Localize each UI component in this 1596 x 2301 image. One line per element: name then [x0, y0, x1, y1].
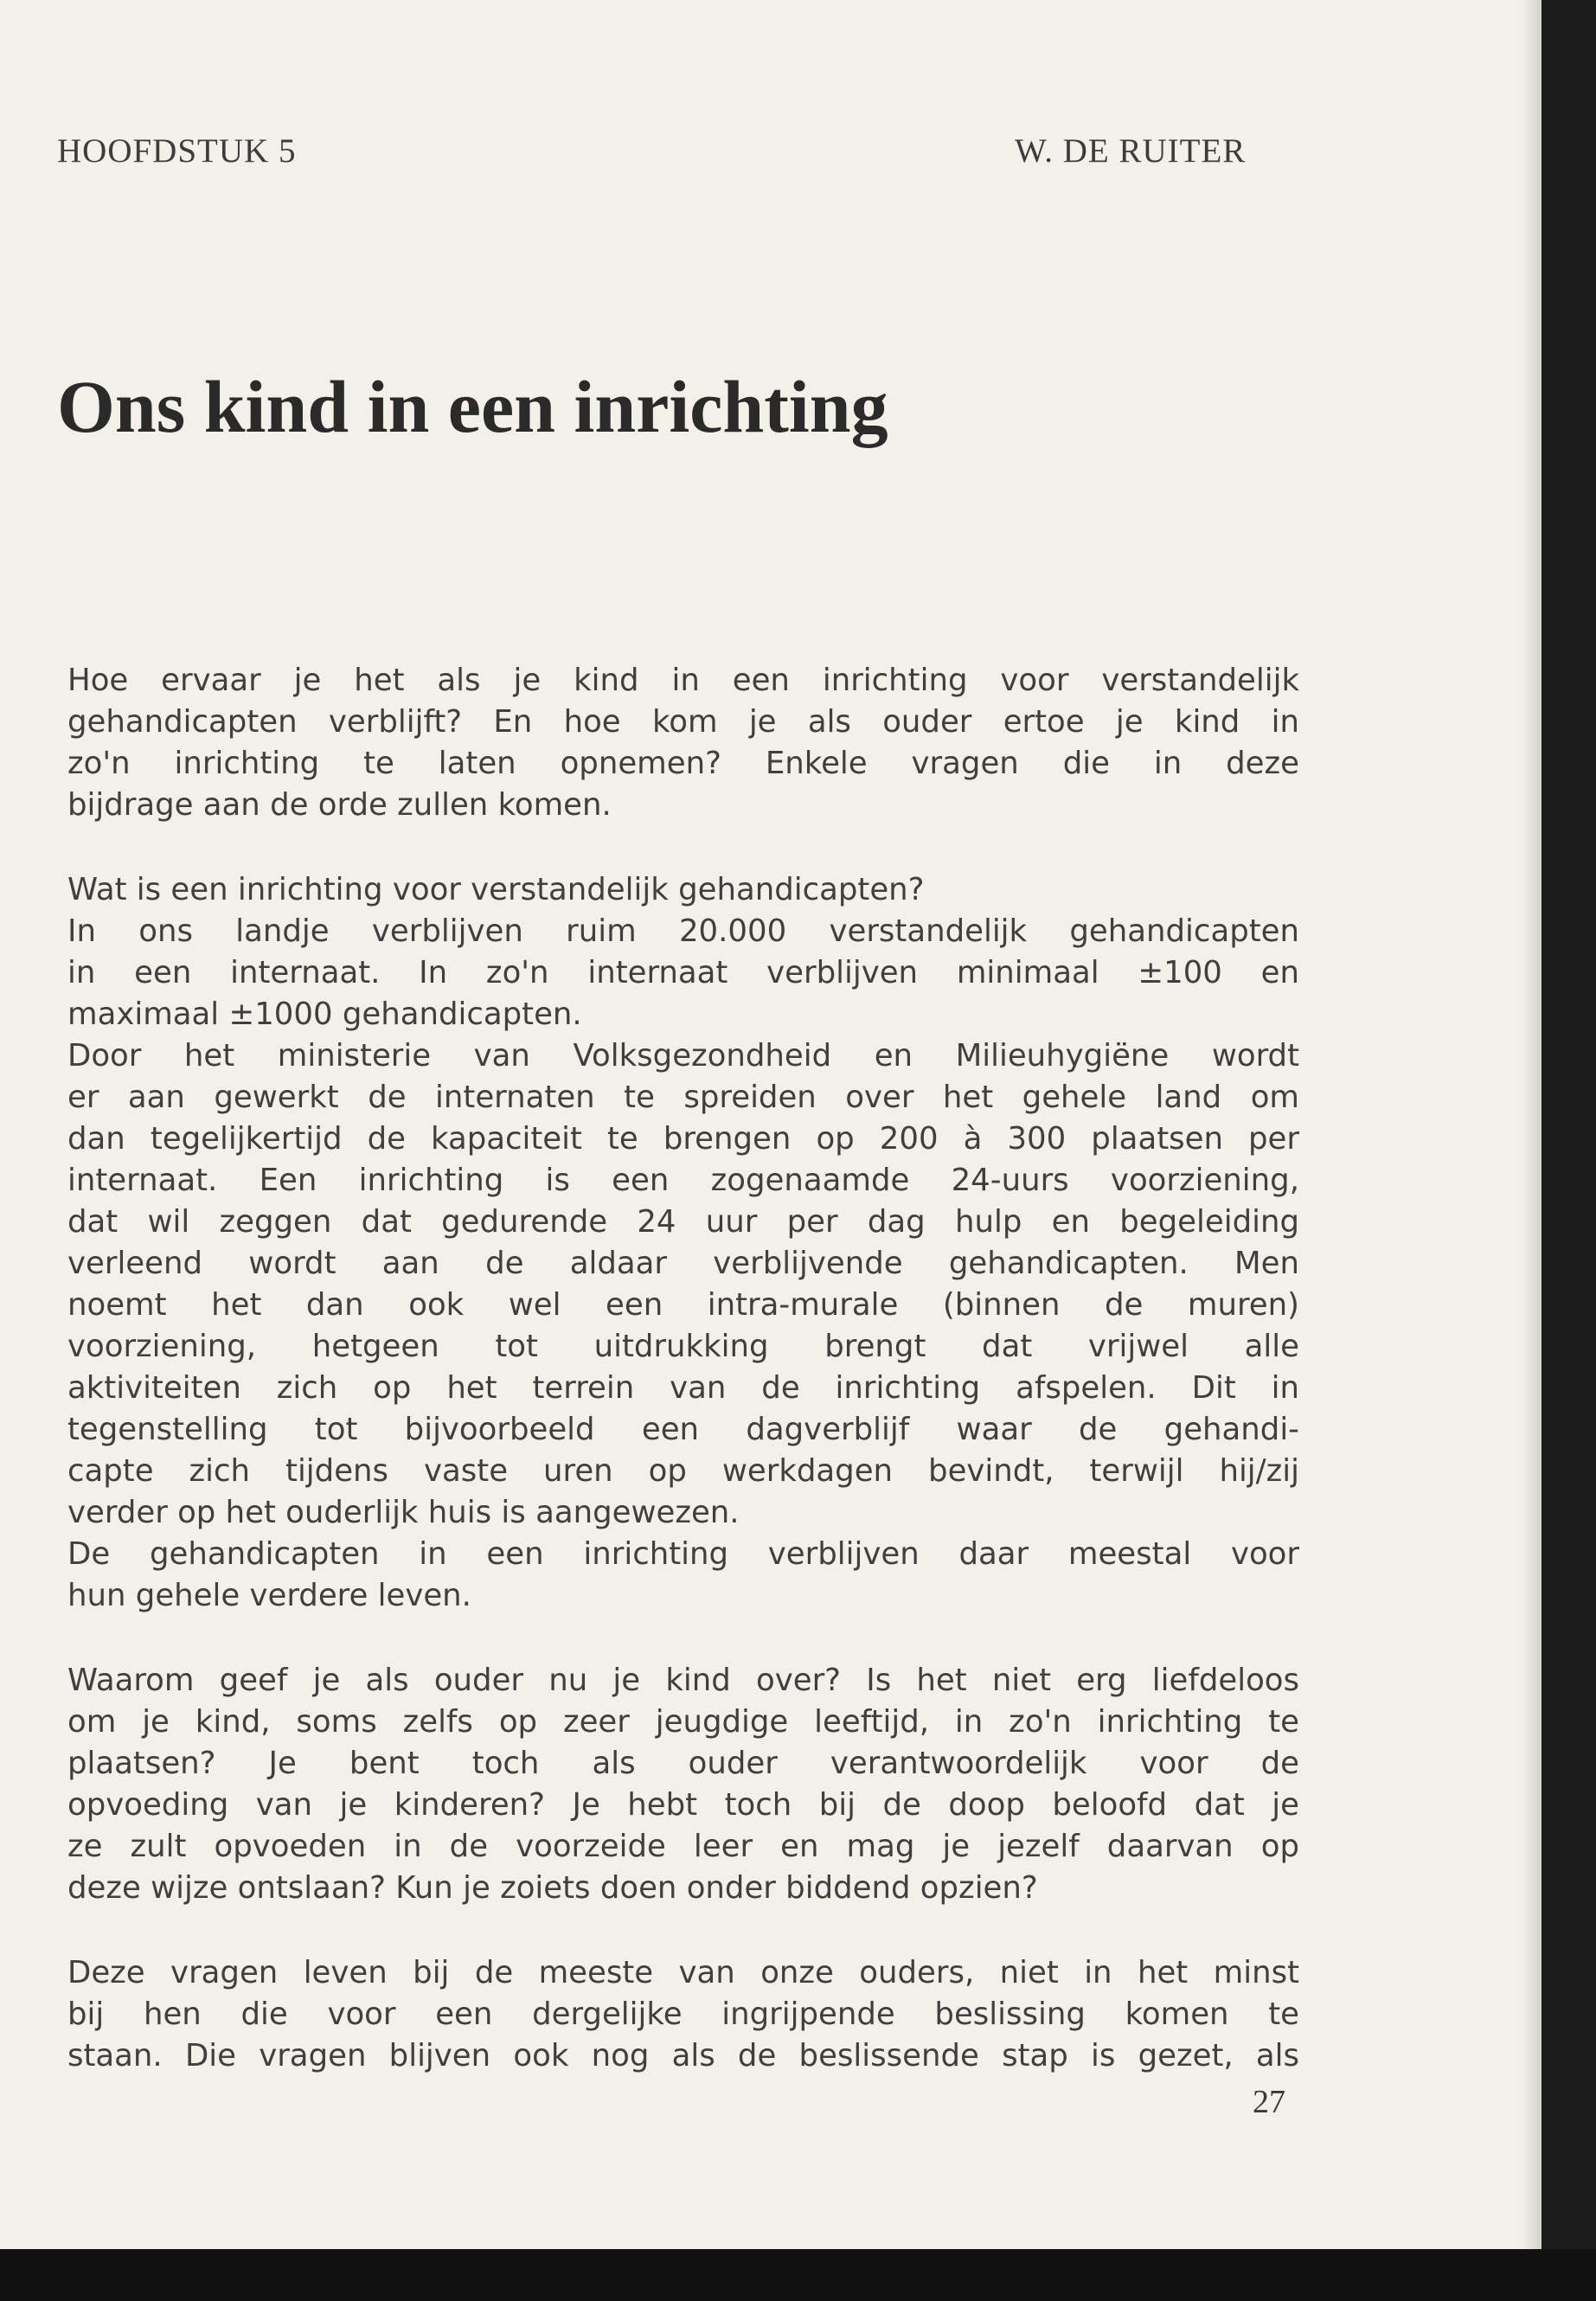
- text-line: Wat is een inrichting voor verstandelijk gehandicapten?: [67, 872, 925, 907]
- text-line: In ons landje verblijven ruim 20.000 verstandelijk gehandicapten: [67, 913, 1299, 949]
- text-line: deze wijze ontslaan? Kun je zoiets doen onder biddend opzien?: [67, 1870, 1038, 1906]
- text-line: internaat. Een inrichting is een zogenaamde 24-uurs voorziening,: [67, 1163, 1299, 1198]
- paragraph: [0, 1660, 1542, 1909]
- paragraph: [0, 1952, 1542, 2077]
- text-line: verleend wordt aan de aldaar verblijvende gehandicapten. Men: [67, 1246, 1299, 1281]
- text-line: voorziening, hetgeen tot uitdrukking brengt dat vrijwel alle: [67, 1329, 1299, 1364]
- scan-edge-bottom: [0, 2249, 1596, 2301]
- scan-edge-right: [1542, 0, 1596, 2301]
- text-line: dat wil zeggen dat gedurende 24 uur per dag hulp en begeleiding: [67, 1204, 1299, 1240]
- text-line: om je kind, soms zelfs op zeer jeugdige leeftijd, in zo'n inrichting te: [67, 1704, 1299, 1740]
- paragraph: [0, 869, 1542, 1617]
- text-line: opvoeding van je kinderen? Je hebt toch bij de doop beloofd dat je: [67, 1787, 1299, 1823]
- text-line: Door het ministerie van Volksgezondheid en Milieuhygiëne wordt: [67, 1038, 1299, 1074]
- text-line: Deze vragen leven bij de meeste van onze ouders, niet in het minst: [67, 1955, 1299, 1990]
- text-line: er aan gewerkt de internaten te spreiden over het gehele land om: [67, 1080, 1299, 1115]
- text-line: staan. Die vragen blijven ook nog als de beslissende stap is gezet, als: [67, 2038, 1299, 2073]
- text-line: Hoe ervaar je het als je kind in een inrichting voor verstandelijk: [67, 663, 1299, 698]
- running-head-author: W. DE RUITER: [1015, 132, 1247, 170]
- text-line: dan tegelijkertijd de kapaciteit te brengen op 200 à 300 plaatsen per: [67, 1121, 1299, 1157]
- body-text: [0, 660, 1542, 2077]
- text-line: De gehandicapten in een inrichting verblijven daar meestal voor: [67, 1536, 1299, 1572]
- text-line: gehandicapten verblijft? En hoe kom je als ouder ertoe je kind in: [67, 704, 1299, 740]
- text-line: Waarom geef je als ouder nu je kind over? Is het niet erg liefdeloos: [67, 1663, 1299, 1698]
- text-line: noemt het dan ook wel een intra-murale (binnen de muren): [67, 1287, 1299, 1323]
- text-line: capte zich tijdens vaste uren op werkdagen bevindt, terwijl hij/zij: [67, 1453, 1299, 1489]
- chapter-title: Ons kind in een inrichting: [57, 365, 888, 448]
- text-line: plaatsen? Je bent toch als ouder verantwoordelijk voor de: [67, 1746, 1299, 1781]
- running-head-chapter: HOOFDSTUK 5: [57, 132, 297, 170]
- text-line: ze zult opvoeden in de voorzeide leer en mag je jezelf daarvan op: [67, 1829, 1299, 1864]
- text-line: bijdrage aan de orde zullen komen.: [67, 787, 612, 823]
- text-line: maximaal ±1000 gehandicapten.: [67, 997, 582, 1032]
- text-line: hun gehele verdere leven.: [67, 1578, 471, 1613]
- text-line: aktiviteiten zich op het terrein van de inrichting afspelen. Dit in: [67, 1370, 1299, 1406]
- text-line: zo'n inrichting te laten opnemen? Enkele vragen die in deze: [67, 746, 1299, 781]
- text-line: verder op het ouderlijk huis is aangewezen.: [67, 1495, 740, 1530]
- text-line: in een internaat. In zo'n internaat verblijven minimaal ±100 en: [67, 955, 1299, 990]
- text-line: bij hen die voor een dergelijke ingrijpende beslissing komen te: [67, 1997, 1299, 2032]
- paragraph: [0, 660, 1542, 826]
- page-number: 27: [1253, 2084, 1285, 2120]
- text-line: tegenstelling tot bijvoorbeeld een dagverblijf waar de gehandi-: [67, 1412, 1299, 1447]
